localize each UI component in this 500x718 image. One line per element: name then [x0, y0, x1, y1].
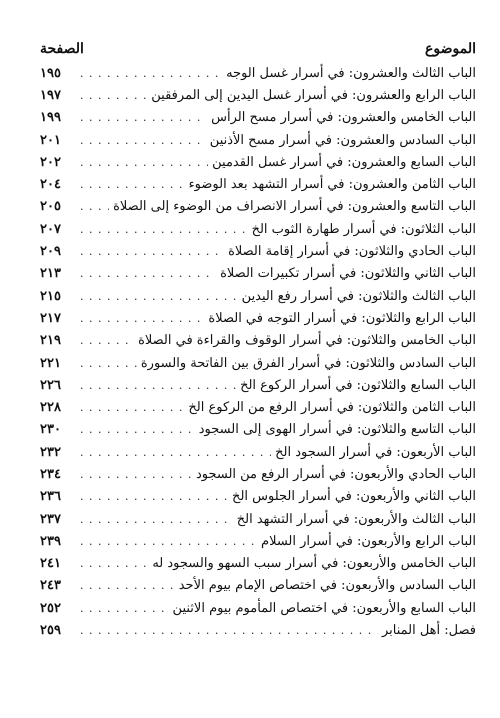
dot-leader — [80, 223, 248, 236]
toc-entry[interactable] — [40, 575, 476, 597]
dot-leader — [80, 290, 238, 303]
toc-entry[interactable] — [40, 62, 476, 84]
dot-leader — [80, 200, 109, 213]
toc-entry[interactable] — [40, 619, 476, 641]
dot-leader — [80, 89, 147, 102]
dot-leader — [80, 624, 378, 637]
toc-entry-title: الباب الرابع والثلاثون: في أسرار التوجه في الصلاة — [208, 310, 476, 326]
toc-entry-title: الباب السابع والأربعون: في اختصاص المأموم بيوم الاثنين — [172, 600, 476, 616]
toc-entry-title: الباب الثاني والثلاثون: في أسرار تكبيرات الصلاة — [220, 266, 476, 282]
dot-leader — [80, 557, 148, 570]
toc-entry-page-number: ١٩٧ — [40, 87, 61, 103]
toc-entry[interactable] — [40, 84, 476, 106]
toc-entry-page-number: ٢٥٩ — [40, 623, 61, 639]
toc-entry-page-number: ٢٠٥ — [40, 199, 61, 215]
toc-entry[interactable] — [40, 307, 476, 329]
toc-entry-title: الباب الأربعون: في أسرار السجود الخ — [275, 444, 476, 460]
toc-entry-page-number: ٢٠٤ — [40, 177, 61, 193]
toc-entry-page-number: ٢٣٤ — [40, 466, 61, 482]
dot-leader — [80, 267, 216, 280]
toc-entry[interactable] — [40, 508, 476, 530]
toc-entry-page-number: ٢٣٦ — [40, 489, 61, 505]
toc-entry[interactable] — [40, 597, 476, 619]
toc-entry-title: الباب السادس والثلاثون: في أسرار الفرق بين الفاتحة والسورة — [140, 355, 476, 371]
toc-entry-page-number: ٢١٣ — [40, 266, 61, 282]
toc-entry-page-number: ٢٢١ — [40, 355, 61, 371]
toc-entry[interactable] — [40, 374, 476, 396]
toc-entry[interactable] — [40, 553, 476, 575]
dot-leader — [80, 379, 236, 392]
toc-header — [40, 38, 476, 60]
toc-entry-page-number: ١٩٩ — [40, 110, 61, 126]
toc-entry-title: الباب الثاني والأربعون: في أسرار الجلوس الخ — [232, 489, 476, 505]
toc-entry-page-number: ٢٠٩ — [40, 244, 61, 260]
page-column-label: الصفحة — [40, 41, 84, 57]
toc-entry[interactable] — [40, 196, 476, 218]
toc-entry-title: الباب الثالث والعشرون: في أسرار غسل الوجه — [226, 65, 476, 81]
dot-leader — [80, 401, 184, 414]
toc-entry[interactable] — [40, 486, 476, 508]
toc-entry[interactable] — [40, 419, 476, 441]
toc-entry-title: الباب الثامن والعشرون: في أسرار التشهد بعد الوضوء — [188, 177, 476, 193]
toc-entry-page-number: ٢٢٨ — [40, 400, 61, 416]
toc-entry[interactable] — [40, 285, 476, 307]
dot-leader — [80, 245, 224, 258]
toc-entry-title: الباب السادس والأربعون: في اختصاص الإمام بيوم الأحد — [178, 578, 476, 594]
toc-entry[interactable] — [40, 330, 476, 352]
toc-entry-page-number: ٢٤١ — [40, 556, 61, 572]
toc-entry-title: الباب الحادي والثلاثون: في أسرار إقامة الصلاة — [228, 244, 476, 260]
toc-entry-title: الباب الخامس والعشرون: في أسرار مسح الرأس — [211, 110, 476, 126]
toc-entry[interactable] — [40, 107, 476, 129]
toc-entry-page-number: ٢١٧ — [40, 310, 61, 326]
dot-leader — [80, 579, 175, 592]
toc-entry[interactable] — [40, 530, 476, 552]
toc-entry-title: الباب الثامن والثلاثون: في أسرار الرفع من الركوع الخ — [188, 400, 476, 416]
toc-entry-title: الباب الثالث والأربعون: في أسرار التشهد الخ — [236, 511, 476, 527]
toc-entry-title: الباب الخامس والأربعون: في أسرار سبب السهو والسجود له — [152, 556, 476, 572]
toc-entry[interactable] — [40, 463, 476, 485]
dot-leader — [80, 513, 233, 526]
toc-entry-page-number: ٢١٥ — [40, 288, 61, 304]
toc-entry-page-number: ١٩٥ — [40, 65, 61, 81]
toc-entry[interactable] — [40, 151, 476, 173]
toc-entry[interactable] — [40, 352, 476, 374]
toc-entry-page-number: ٢٣٢ — [40, 444, 61, 460]
toc-entry-title: الباب الرابع والأربعون: في أسرار السلام — [261, 533, 476, 549]
dot-leader — [80, 423, 195, 436]
toc-entry-title: فصل: أهل المنابر — [381, 623, 476, 639]
toc-entry[interactable] — [40, 240, 476, 262]
dot-leader — [80, 446, 271, 459]
toc-entry-page-number: ٢٠١ — [40, 132, 61, 148]
toc-entry-page-number: ٢٢٦ — [40, 377, 61, 393]
toc-list — [40, 62, 476, 642]
toc-entry-page-number: ٢٠٢ — [40, 154, 61, 170]
toc-entry-title: الباب الثالث والثلاثون: في أسرار رفع اليدين — [241, 288, 476, 304]
dot-leader — [80, 156, 208, 169]
toc-entry-page-number: ٢٤٣ — [40, 578, 61, 594]
toc-entry-title: الباب التاسع والعشرون: في أسرار الانصراف من الوضوء إلى الصلاة — [113, 199, 476, 215]
dot-leader — [80, 134, 206, 147]
dot-leader — [80, 111, 207, 124]
toc-entry-page-number: ٢٥٢ — [40, 600, 61, 616]
toc-entry-page-number: ٢٣٧ — [40, 511, 61, 527]
toc-entry[interactable] — [40, 129, 476, 151]
dot-leader — [80, 468, 192, 481]
toc-entry-title: الباب السادس والعشرون: في أسرار مسح الأذنين — [209, 132, 476, 148]
toc-entry-title: الباب الرابع والعشرون: في أسرار غسل اليدين إلى المرفقين — [151, 87, 476, 103]
toc-entry[interactable] — [40, 263, 476, 285]
toc-entry[interactable] — [40, 441, 476, 463]
toc-entry-page-number: ٢٣٩ — [40, 533, 61, 549]
dot-leader — [80, 312, 204, 325]
dot-leader — [80, 67, 222, 80]
toc-entry-title: الباب الحادي والأربعون: في أسرار الرفع من السجود — [195, 466, 476, 482]
toc-entry-title: الباب الخامس والثلاثون: في أسرار الوقوف والقراءة في الصلاة — [138, 333, 476, 349]
dot-leader — [80, 357, 137, 370]
toc-entry-title: الباب الثلاثون: في أسرار طهارة الثوب الخ — [251, 221, 476, 237]
dot-leader — [80, 535, 257, 548]
dot-leader — [80, 178, 185, 191]
toc-entry-page-number: ٢١٩ — [40, 333, 61, 349]
dot-leader — [80, 490, 228, 503]
toc-entry-title: الباب التاسع والثلاثون: في أسرار الهوى إلى السجود — [198, 422, 476, 438]
toc-entry[interactable] — [40, 173, 476, 195]
toc-entry-title: الباب السابع والعشرون: في أسرار غسل القدمين — [212, 154, 476, 170]
toc-entry[interactable] — [40, 396, 476, 418]
toc-entry-page-number: ٢٣٠ — [40, 422, 61, 438]
toc-entry[interactable] — [40, 218, 476, 240]
dot-leader — [80, 334, 134, 347]
toc-entry-page-number: ٢٠٧ — [40, 221, 61, 237]
toc-entry-title: الباب السابع والثلاثون: في أسرار الركوع الخ — [240, 377, 476, 393]
dot-leader — [80, 602, 169, 615]
topic-column-label: الموضوع — [425, 41, 476, 57]
